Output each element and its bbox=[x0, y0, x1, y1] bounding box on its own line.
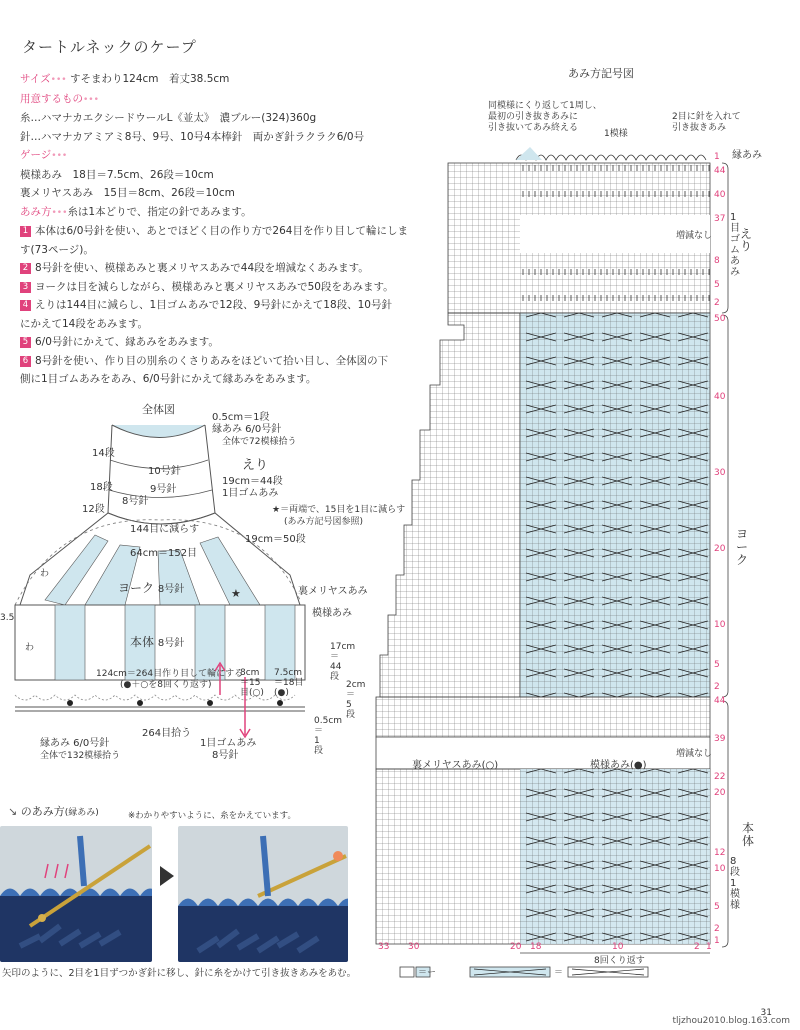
col-2: 2 bbox=[694, 942, 700, 952]
yoke-label: ヨーク 8号針 bbox=[118, 581, 185, 595]
collar-top bbox=[112, 425, 205, 438]
collar-rib: 1目ゴムあみ bbox=[222, 488, 279, 499]
chart-repeat-8: 8回くり返す bbox=[594, 956, 645, 966]
overall-diagram bbox=[0, 395, 370, 770]
chart-body-label: 本体 bbox=[742, 821, 755, 848]
legend-eq-2: ＝ bbox=[554, 968, 564, 978]
row-20a: 20 bbox=[714, 544, 726, 554]
step-line: 4 えりは144目に減らし、1目ゴムあみで12段、9号針にかえて18段、10号針 bbox=[20, 296, 405, 315]
row-40b: 40 bbox=[714, 392, 726, 402]
chart-no-change-2: 増減なし bbox=[676, 749, 713, 759]
method-line: あみ方•••糸は1本どりで、指定の針であみます。 bbox=[20, 205, 252, 218]
row-40a: 40 bbox=[714, 190, 726, 200]
col-33: 33 bbox=[378, 942, 390, 952]
chart-note-right-2: 引き抜きあみ bbox=[672, 123, 727, 133]
col-1: 1 bbox=[706, 942, 712, 952]
overall-title: 全体図 bbox=[142, 403, 175, 416]
collar-size: 19cm＝44段 bbox=[222, 476, 283, 487]
left-edge-note: 3.5 bbox=[0, 613, 15, 623]
materials-heading: 用意するもの••• bbox=[20, 92, 99, 105]
chart-note-right-1: 2目に針を入れて bbox=[672, 112, 741, 122]
chart-no-change-1: 増減なし bbox=[676, 231, 713, 241]
instructions bbox=[20, 70, 408, 389]
chart-edge-label: 縁あみ bbox=[732, 150, 762, 161]
chart-collar-label: えり bbox=[740, 227, 753, 253]
step-line: 6 8号針を使い、作り目の別糸のくさりあみをほどいて拾い目し、全体図の下 bbox=[20, 352, 405, 371]
edge-height: 0.5cm＝1段 bbox=[314, 716, 343, 756]
row-2b: 2 bbox=[714, 682, 720, 692]
chart-pattern-head: 模様あみ(●) bbox=[590, 760, 647, 771]
body-height: 17cm＝44段 bbox=[330, 642, 356, 682]
step-line: 5 6/0号針にかえて、縁あみをあみます。 bbox=[20, 333, 405, 352]
step-number: 2 bbox=[20, 263, 31, 274]
rev-st-label: 裏メリヤスあみ bbox=[298, 586, 368, 597]
pick-264: 264目拾う bbox=[142, 728, 192, 739]
howto-photo-2 bbox=[178, 826, 348, 962]
width-75: 7.5cm＝18目(●) bbox=[274, 668, 304, 698]
legend-box-white bbox=[400, 967, 414, 977]
howto-note: ※わかりやすいように、糸をかえています。 bbox=[128, 811, 296, 821]
row-2c: 2 bbox=[714, 924, 720, 934]
row-37: 37 bbox=[714, 214, 726, 224]
bottom-rib: 1目ゴムあみ bbox=[200, 738, 257, 749]
page-title: タートルネックのケープ bbox=[22, 38, 197, 56]
row-44: 44 bbox=[714, 166, 726, 176]
collar-title: えり bbox=[242, 458, 269, 473]
row-12: 12 bbox=[714, 848, 726, 858]
howto-photo-1 bbox=[0, 826, 152, 962]
star-note-2: (あみ方記号図参照) bbox=[284, 517, 364, 527]
dec-144: 144目に減らす bbox=[130, 524, 200, 535]
collar-edge-label: 縁あみ 6/0号針 bbox=[212, 424, 282, 435]
pattern-label: 模様あみ bbox=[312, 608, 352, 619]
star-note-1: ★＝両端で、15目を1目に減らす bbox=[272, 505, 406, 515]
body-repeat: (●＋○を8回くり返す) bbox=[120, 680, 212, 690]
needles-line: 針…ハマナカアミアミ8号、9号、10号4本棒針 両かぎ針ラクラク6/0号 bbox=[20, 130, 365, 143]
chart-rev-st-head: 裏メリヤスあみ(○) bbox=[412, 760, 499, 771]
row-1a: 1 bbox=[714, 152, 720, 162]
chart-note-left-1: 同模様にくり返して1周し、 bbox=[488, 101, 602, 111]
star-mark: ★ bbox=[231, 587, 241, 600]
howto-caption: 矢印のように、2目を1目ずつかぎ針に移し、針に糸をかけて引き抜きあみをあむ。 bbox=[2, 968, 357, 979]
row-22: 22 bbox=[714, 772, 726, 782]
row-30: 30 bbox=[714, 468, 726, 478]
col-18: 18 bbox=[530, 942, 542, 952]
row-5c: 5 bbox=[714, 902, 720, 912]
row-44b: 44 bbox=[714, 696, 726, 706]
row-5b: 5 bbox=[714, 660, 720, 670]
step-number: 3 bbox=[20, 282, 31, 293]
yoke-height: 19cm＝50段 bbox=[245, 534, 306, 545]
step-line: 側に1目ゴムあみをあみ、6/0号針にかえて縁あみをあみます。 bbox=[20, 373, 317, 385]
step-line: にかえて14段をあみます。 bbox=[20, 317, 149, 330]
gauge-heading: ゲージ••• bbox=[20, 149, 68, 161]
col-30: 30 bbox=[408, 942, 420, 952]
rows-18: 18段 bbox=[90, 482, 113, 493]
step-number: 1 bbox=[20, 226, 31, 237]
bracket-yoke bbox=[722, 315, 728, 697]
needle-8: 8号針 bbox=[122, 496, 149, 507]
row-39: 39 bbox=[714, 734, 726, 744]
step-line: 1 本体は6/0号針を使い、あとでほどく目の作り方で264目を作り目して輪にしま bbox=[20, 222, 405, 241]
body-cast-on: 124cm＝264目作り目して輪にする bbox=[96, 669, 244, 679]
needle-9: 9号針 bbox=[150, 484, 177, 495]
step-line: す(73ページ)。 bbox=[20, 243, 94, 256]
step-number: 6 bbox=[20, 356, 31, 367]
row-2a: 2 bbox=[714, 298, 720, 308]
body-panel-1 bbox=[55, 605, 85, 680]
row-8: 8 bbox=[714, 256, 720, 266]
rib-height: 2cm＝5段 bbox=[346, 680, 366, 720]
collar-edge-pick: 全体で72模様拾う bbox=[222, 437, 297, 447]
chart-collar-rib: 1目ゴムあみ bbox=[730, 212, 740, 278]
yoke-width: 64cm＝152目 bbox=[130, 548, 198, 559]
size-line: サイズ••• すそまわり124cm 着丈38.5cm bbox=[20, 73, 230, 85]
step-line: 2 8号針を使い、模様あみと裏メリヤスあみで44段を増減なくあみます。 bbox=[20, 259, 405, 278]
chart-note-left-3: 引き抜いてあみ終える bbox=[488, 123, 579, 133]
row-5a: 5 bbox=[714, 280, 720, 290]
chart-note-left-2: 最初の引き抜きあみに bbox=[488, 112, 579, 122]
chart-body-rep: 8段1模様 bbox=[730, 856, 740, 911]
step-list bbox=[20, 222, 408, 389]
row-20b: 20 bbox=[714, 788, 726, 798]
footer-site: tljzhou2010.blog.163.com bbox=[672, 1016, 790, 1026]
rows-12: 12段 bbox=[82, 504, 105, 515]
bottom-edge-pick: 全体で132模様拾う bbox=[40, 751, 121, 761]
gauge-line-1: 模様あみ 18目＝7.5cm、26段＝10cm bbox=[20, 168, 214, 181]
rows-14: 14段 bbox=[92, 448, 115, 459]
wa-mark-2: わ bbox=[25, 643, 35, 653]
wa-mark-1: わ bbox=[40, 569, 50, 579]
width-8: 8cm＝15目(○) bbox=[240, 668, 264, 698]
howto-title: ↘ のあみ方(縁あみ) bbox=[8, 805, 99, 818]
chart-top-edging bbox=[516, 155, 706, 160]
chart-note-repeat: 1模様 bbox=[604, 129, 628, 139]
page-number: 31 bbox=[760, 1008, 772, 1018]
col-10: 10 bbox=[612, 942, 624, 952]
step-number: 4 bbox=[20, 300, 31, 311]
chart-yoke-steps bbox=[380, 313, 520, 697]
row-50: 50 bbox=[714, 314, 726, 324]
gauge-line-2: 裏メリヤスあみ 15目＝8cm、26段＝10cm bbox=[20, 187, 235, 199]
howto-arrow bbox=[160, 866, 174, 886]
collar-top-note: 0.5cm＝1段 bbox=[212, 412, 270, 423]
body-label: 本体 8号針 bbox=[130, 635, 185, 649]
row-10b: 10 bbox=[714, 864, 726, 874]
row-10a: 10 bbox=[714, 620, 726, 630]
bracket-collar bbox=[722, 163, 728, 313]
row-1b: 1 bbox=[714, 936, 720, 946]
step-number: 5 bbox=[20, 337, 31, 348]
chart-yoke-label: ヨーク bbox=[736, 527, 749, 567]
yarn-line: 糸…ハマナカエクシードウールL《並太》 濃ブルー(324)360g bbox=[20, 112, 317, 124]
needle-10: 10号針 bbox=[148, 466, 181, 477]
bottom-needle: 8号針 bbox=[212, 750, 239, 761]
chart-title: あみ方記号図 bbox=[568, 67, 634, 80]
col-20: 20 bbox=[510, 942, 522, 952]
step-line: 3 ヨークは目を減らしながら、模様あみと裏メリヤスあみで50段をあみます。 bbox=[20, 278, 405, 297]
body-dots bbox=[67, 700, 283, 706]
bottom-edge: 縁あみ 6/0号針 bbox=[40, 738, 110, 749]
chart-body-top bbox=[376, 697, 710, 737]
legend-eq-1: ＝ー bbox=[418, 968, 437, 978]
